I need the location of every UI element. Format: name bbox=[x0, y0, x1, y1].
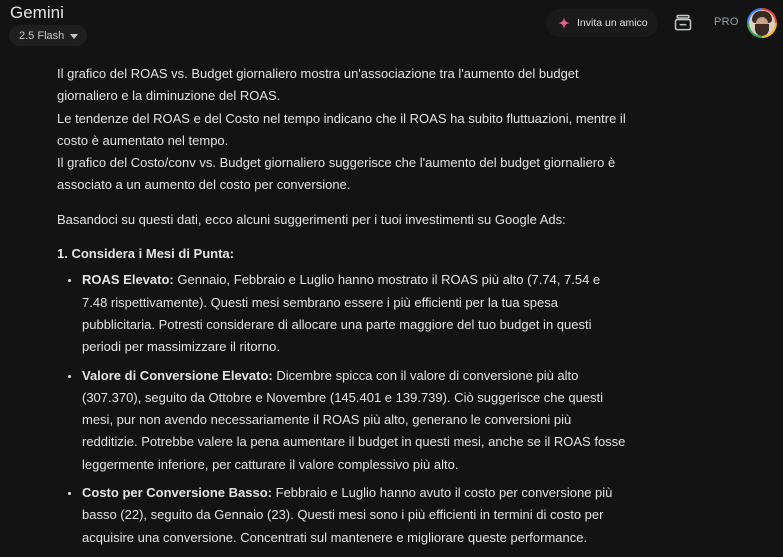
avatar[interactable] bbox=[747, 8, 777, 38]
suggestion-intro: Basandoci su questi dati, ecco alcuni suggerimenti per i tuoi investimenti su Google Ads: bbox=[57, 211, 566, 227]
intro-line: Le tendenze del ROAS e del Costo nel tempo indicano che il ROAS ha subito fluttuazioni, mentre il costo è aumentato nel tempo. bbox=[57, 110, 626, 148]
top-bar bbox=[0, 0, 783, 52]
pro-badge: PRO bbox=[714, 16, 739, 28]
bullet-title: Costo per Conversione Basso: bbox=[82, 485, 272, 501]
bullet-title: ROAS Elevato: bbox=[82, 272, 174, 288]
intro-line: Il grafico del Costo/conv vs. Budget giornaliero suggerisce che l'aumento del budget giornaliero è associato a un aumento del costo per conversione. bbox=[57, 155, 616, 193]
avatar-photo bbox=[749, 10, 775, 36]
bullet-text: Febbraio e Luglio hanno avuto il costo per conversione più basso (22), seguito da Gennaio (23). Questi mesi sono i più efficienti in termini di costo per acquisire una conversione. Concentrati sul mantenere e migliorare queste performance. bbox=[82, 485, 613, 545]
bullet-text: Gennaio, Febbraio e Luglio hanno mostrato il ROAS più alto (7.74, 7.54 e 7.48 rispettivamente). Questi mesi sembrano essere i più efficienti per la tua spesa pubblicitaria. Potresti considerare di allocare una parte maggiore del tuo budget in questi periodi per massimizzare il ritorno. bbox=[82, 272, 601, 355]
model-label: 2.5 Flash bbox=[19, 29, 65, 42]
invite-friend-button[interactable] bbox=[546, 9, 658, 37]
model-selector[interactable] bbox=[9, 25, 87, 46]
invite-label: Invita un amico bbox=[577, 17, 648, 29]
intro-line: Il grafico del ROAS vs. Budget giornaliero mostra un'associazione tra l'aumento del budget giornaliero e la diminuzione del ROAS. bbox=[57, 66, 579, 104]
list-item bbox=[81, 482, 627, 549]
sparkle-icon bbox=[558, 17, 570, 29]
bullet-text: Dicembre spicca con il valore di conversione più alto (307.370), seguito da Ottobre e Novembre (145.401 e 139.739). Ciò suggerisce che questi mesi, pur non avendo necessariamente il ROAS più alto, generano le conversioni più redditizie. Potrebbe valere la pena aumentare il budget in questi mesi, anche se il ROAS fosse leggermente inferiore, per catturare il valore complessivo più alto. bbox=[82, 367, 626, 472]
response-body bbox=[57, 63, 627, 555]
list-item bbox=[81, 365, 627, 476]
intro-block bbox=[57, 63, 627, 197]
list-item bbox=[81, 269, 627, 358]
bullet-list bbox=[57, 269, 627, 549]
app-title: Gemini bbox=[10, 3, 64, 22]
section-title: 1. Considera i Mesi di Punta: bbox=[57, 246, 234, 262]
share-chat-icon[interactable] bbox=[673, 13, 693, 33]
bullet-title: Valore di Conversione Elevato: bbox=[82, 367, 273, 383]
caret-down-icon bbox=[70, 34, 78, 39]
